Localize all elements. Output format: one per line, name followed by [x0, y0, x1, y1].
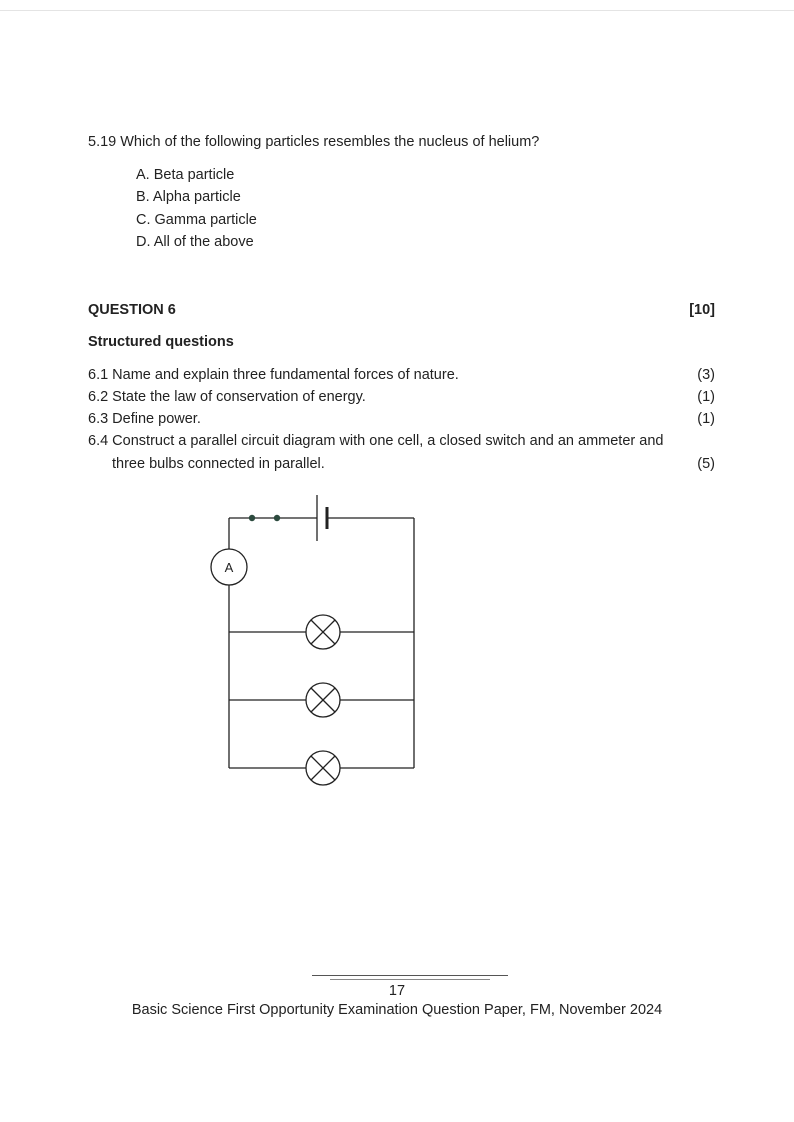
- question-5-19: 5.19 Which of the following particles resembles the nucleus of helium?: [88, 134, 540, 150]
- footer-title: Basic Science First Opportunity Examination Question Paper, FM, November 2024: [131, 1002, 663, 1018]
- option-a: A. Beta particle: [136, 167, 235, 183]
- question-6-heading: QUESTION 6: [88, 302, 176, 318]
- option-d: D. All of the above: [136, 234, 254, 250]
- option-c: C. Gamma particle: [136, 212, 257, 228]
- item-marks: (1): [697, 389, 715, 405]
- footer-rule: [312, 975, 508, 976]
- switch-contact-icon: [249, 515, 255, 521]
- structured-subheading: Structured questions: [88, 334, 234, 350]
- bulb-icon: [306, 615, 340, 649]
- footer-rule-2: [330, 979, 490, 980]
- item-marks: (5): [697, 456, 715, 472]
- item-text: 6.2 State the law of conservation of energy.: [88, 389, 366, 405]
- item-text: 6.1 Name and explain three fundamental forces of nature.: [88, 367, 459, 383]
- item-text: 6.4 Construct a parallel circuit diagram with one cell, a closed switch and an ammeter and: [88, 433, 664, 449]
- option-b: B. Alpha particle: [136, 189, 241, 205]
- switch-contact-icon: [274, 515, 280, 521]
- page-number: 17: [388, 983, 406, 999]
- question-6-total: [10]: [689, 302, 715, 318]
- bulb-icon: [306, 751, 340, 785]
- ammeter-label: A: [224, 560, 234, 575]
- item-text: three bulbs connected in parallel.: [112, 456, 325, 472]
- bulb-icon: [306, 683, 340, 717]
- item-text: 6.3 Define power.: [88, 411, 201, 427]
- item-marks: (3): [697, 367, 715, 383]
- item-marks: (1): [697, 411, 715, 427]
